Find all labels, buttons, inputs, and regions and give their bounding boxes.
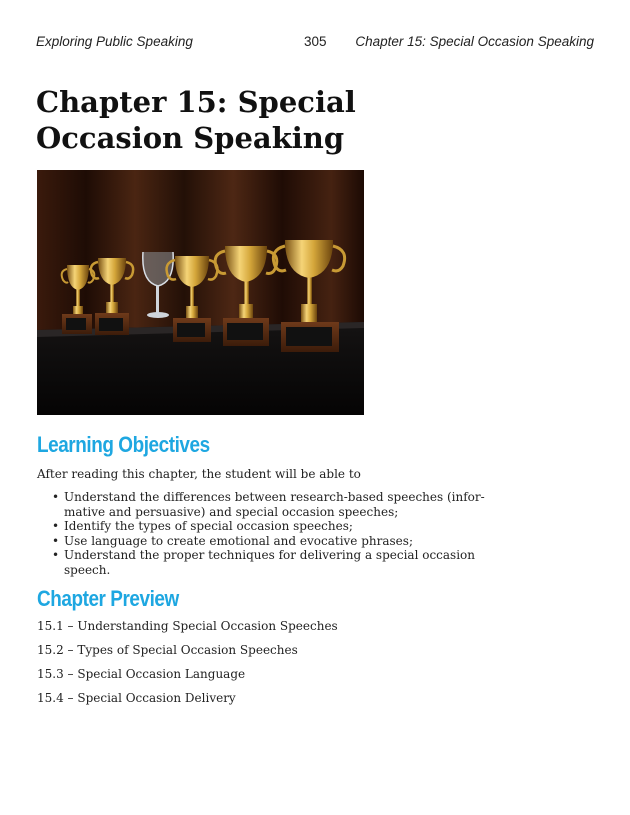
chapter-title-line-1: Chapter 15: Special	[36, 85, 356, 119]
list-item	[52, 548, 475, 577]
list-item	[52, 519, 452, 534]
preview-item-15-2: 15.2 – Types of Special Occasion Speeches	[37, 643, 298, 657]
learning-objectives-list	[52, 490, 485, 578]
chapter-title	[36, 84, 396, 156]
page-number: 305	[304, 34, 327, 49]
trophies-photo	[37, 170, 364, 415]
preview-item-15-3: 15.3 – Special Occasion Language	[37, 667, 246, 681]
list-item	[52, 490, 485, 519]
running-head	[36, 34, 594, 54]
objective-1-line-2: mative and persuasive) and special occasion speeches;	[64, 504, 399, 519]
preview-item-15-1: 15.1 – Understanding Special Occasion Speeches	[37, 619, 338, 633]
objective-1-line-1: • Understand the differences between research-based speeches (infor-	[64, 490, 485, 504]
learning-objectives-intro: After reading this chapter, the student will be able to	[37, 467, 361, 481]
chapter-preview-heading: Chapter Preview	[37, 586, 179, 611]
preview-item-15-4: 15.4 – Special Occasion Delivery	[37, 691, 236, 705]
objective-4-line-2: speech.	[64, 562, 111, 577]
learning-objectives-heading: Learning Objectives	[37, 432, 210, 457]
objective-2-line-1: • Identify the types of special occasion speeches;	[64, 519, 353, 534]
objective-3-line-1: • Use language to create emotional and evocative phrases;	[64, 533, 413, 548]
list-item	[52, 534, 452, 549]
trophies-and-wine-glass-icon	[37, 170, 364, 415]
running-head-chapter-title: Chapter 15: Special Occasion Speaking	[355, 34, 594, 49]
chapter-preview-list	[37, 618, 338, 714]
objective-4-line-1: • Understand the proper techniques for delivering a special occasion	[64, 548, 475, 563]
running-head-book-title: Exploring Public Speaking	[36, 34, 193, 49]
chapter-title-line-2: Occasion Speaking	[36, 121, 345, 155]
